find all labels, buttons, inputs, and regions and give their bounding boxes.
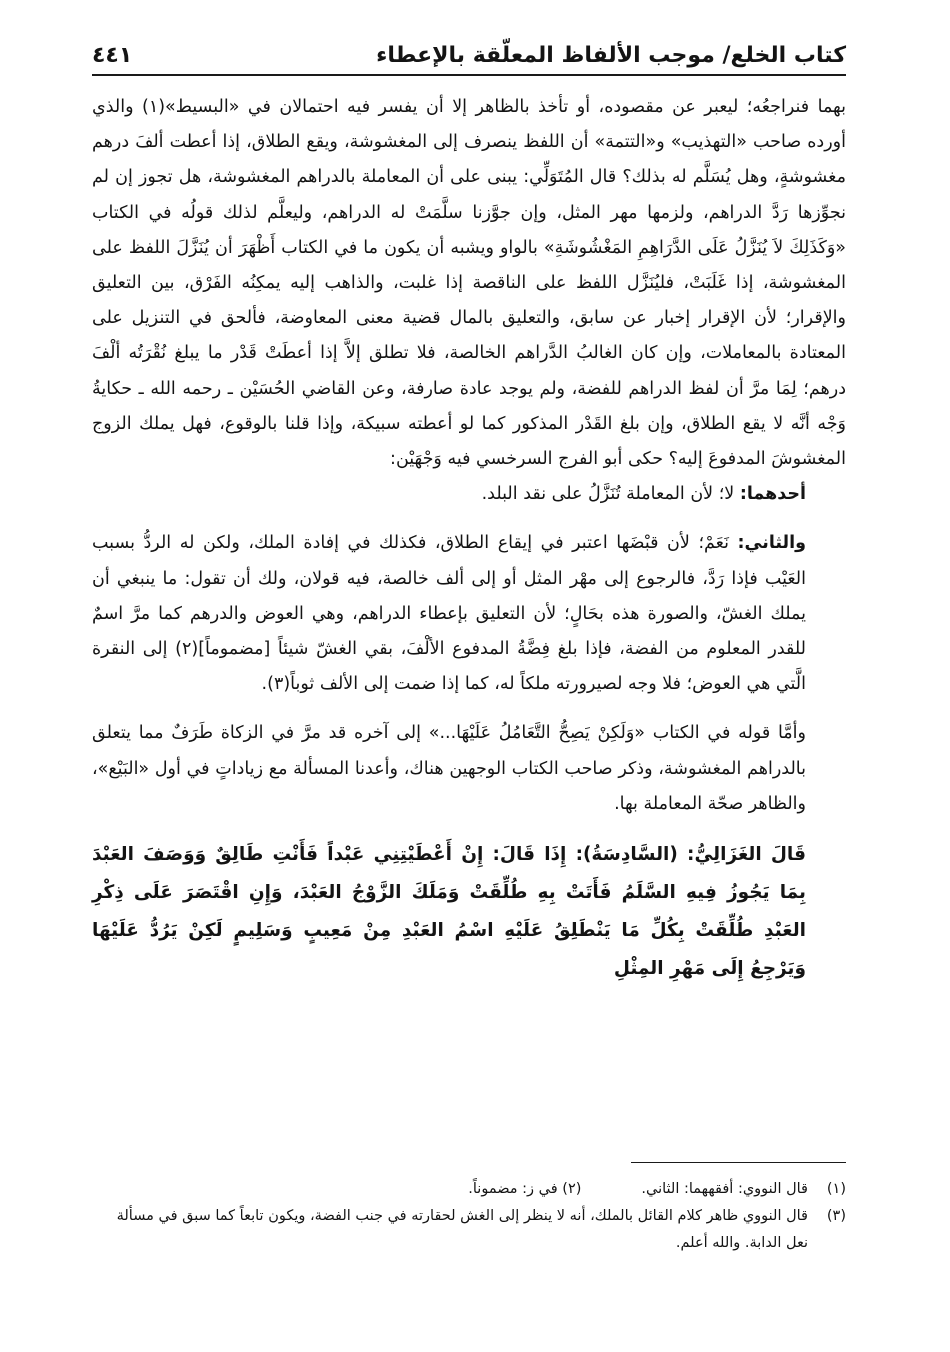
paragraph-second-opinion <box>92 526 846 702</box>
footnote-line-1-2 <box>92 1176 846 1203</box>
footnote-spacer <box>581 1176 641 1203</box>
footnote-3-mark: (٣) <box>826 1208 846 1224</box>
footnote-1-mark: (١) <box>826 1181 846 1197</box>
paragraph-3: وأمَّا قوله في الكتاب «وَلَكِنْ يَصِحُّ التَّعَامُلُ عَلَيْهَا...» إلى آخره قد مرَّ في الزكاة طَرَفٌ مما يتعلق بالدراهم المغشوشة، وذكر صاحب الكتاب الوجهين هناك، وأعدنا المسألة مع زياداتٍ في أول «البَيْع»، والظاهر صحّة المعاملة بها. <box>92 723 806 814</box>
first-opinion-label: أحدهما: <box>739 484 806 505</box>
paragraph-gap <box>92 822 846 836</box>
paragraph-first-opinion <box>92 477 846 512</box>
paragraph-gap <box>92 512 846 526</box>
ghazali-quote: قَالَ الغَزَالِيُّ: (السَّادِسَةُ): إِذَا قَالَ: إِنْ أَعْطَيْتِنِي عَبْداً فَأَنْتِ طَالِقٌ وَوَصَفَ العَبْدَ بِمَا يَجُوزُ فِيهِ السَّلَمُ فَأَتَتْ بِهِ طُلِّقَتْ وَمَلَكَ الزَّوْجُ العَبْدَ، وَإِنِ اقْتَصَرَ عَلَى ذِكْرِ العَبْدِ طُلِّقَتْ بِكُلِّ مَا يَنْطَلِقُ عَلَيْهِ اسْمُ العَبْدِ مِنْ مَعِيبٍ وَسَلِيمٍ لَكِنْ يَرُدُّ عَلَيْهَا وَيَرْجِعُ إِلَى مَهْرِ المِثْلِ <box>92 844 806 980</box>
page-number: ٤٤١ <box>92 43 133 68</box>
footnotes <box>92 1176 846 1257</box>
second-opinion-text: نَعَمْ؛ لأن قبْضَها اعتبر في إيقاع الطلاق، فكذلك في إفادة الملك، ولكن له الردُّ بسبب العَيْب فإذا رَدَّ، فالرجوع إلى مهْر المثل أو إلى ألف خالصة، فيه قولان، ولك أن تقول: ما ينبغي أن يملك الغشّ، والصورة هذه بحَالٍ؛ لأن التعليق بإعطاء الدراهم، وهي العوض والدرهم كما مرَّ اسمٌ للقدر المعلوم من الفضة، فإذا بلغ فِضَّةُ المدفوع الألْفَ، بقي الغشّ شيئاً [مضموماً](٢) إلى النقرة الَّتي هي العوض؛ فلا وجه لصيرورته ملكاً له، كما إذا ضمت إلى الألف ثوباً(٣). <box>92 533 807 695</box>
page-header <box>92 34 846 76</box>
second-opinion-label: والثاني: <box>737 533 806 554</box>
footnote-3 <box>92 1203 846 1257</box>
paragraph-1: بهما فنراجعُه؛ ليعبر عن مقصوده، أو تأخذ بالظاهر إلا أن يفسر فيه احتمالان في «البسيط»(١) والذي أورده صاحب «التهذيب» و«التتمة» أن اللفظ ينصرف إلى المغشوشة، ويقع الطلاق، إذا أعطت ألفَ درهم مغشوشةٍ، وهل يُسَلَّم له بذلك؟ قال المُتَوَلِّي: يبنى على أن المعاملة بالدراهم المغشوشة، هل تجوز إن لم نجوِّزها رَدَّ الدراهم، ولزمها مهر المثل، وإن جوَّزنا سلَّمَتْ له الدراهم، وليعلَّم لذلك قولُه في الكتاب «وَكَذَلِكَ لاَ يُنَزَّلُ عَلَى الدَّرَاهِمِ المَغْشُوشَةِ» بالواو ويشبه أن يكون ما في الكتاب أَظْهَرَ أن يُنَزَّلَ اللفظ على المغشوشة، إذا غَلَبَتْ، فليُنَزَّل اللفظ على الناقصة إذا غلبت، والذاهب إليه يمكِنُه الفَرْق، بين التعليق والإقرار؛ لأن الإقرار إخبار عن سابق، والتعليق بالمال قضية معنى المعاوضة، فألحق في التنزيل على المعتادة بالمعاملات، وإن كان الغالبُ الدَّراهم الخالصة، فلا تطلق إلاَّ إذا أعطَتْ قَدْر ما يبلغ نُقْرَتُه ألْفَ درهم؛ لِمَا مرَّ أن لفظ الدراهم للفضة، ولم يوجد عادة صارفة، وعن القاضي الحُسَيْن ـ رحمه الله ـ حكايةُ وَجْه أنَّه لا يقع الطلاق، وإن بلغ القَدْر المذكور كما لو أعطته سبيكة، وإذا قلنا بالوقوع، فهل يملك الزوج المغشوشَ المدفوعَ إليه؟ حكى أبو الفرج السرخسي فيه وَجْهَيْن: <box>92 97 846 470</box>
footnote-separator <box>631 1162 846 1163</box>
footnote-2-text: (٢) في ز: مضموناً. <box>468 1181 582 1197</box>
first-opinion-text: لا؛ لأن المعاملة تُنَزَّلُ على نقد البلد. <box>481 484 735 505</box>
footnote-3-text: قال النووي ظاهر كلام القائل بالملك، أنه لا ينظر إلى الغش لحقارته في جنب الفضة، ويكون تابعاً كما سبق في مسألة نعل الدابة. والله أعلم. <box>116 1208 808 1251</box>
main-text <box>92 90 846 988</box>
paragraph-gap <box>92 702 846 716</box>
footnote-1-text: قال النووي: أفقههما: الثاني. <box>641 1181 808 1197</box>
running-title: كتاب الخلع/ موجب الألفاظ المعلّقة بالإعطاء <box>376 43 846 68</box>
